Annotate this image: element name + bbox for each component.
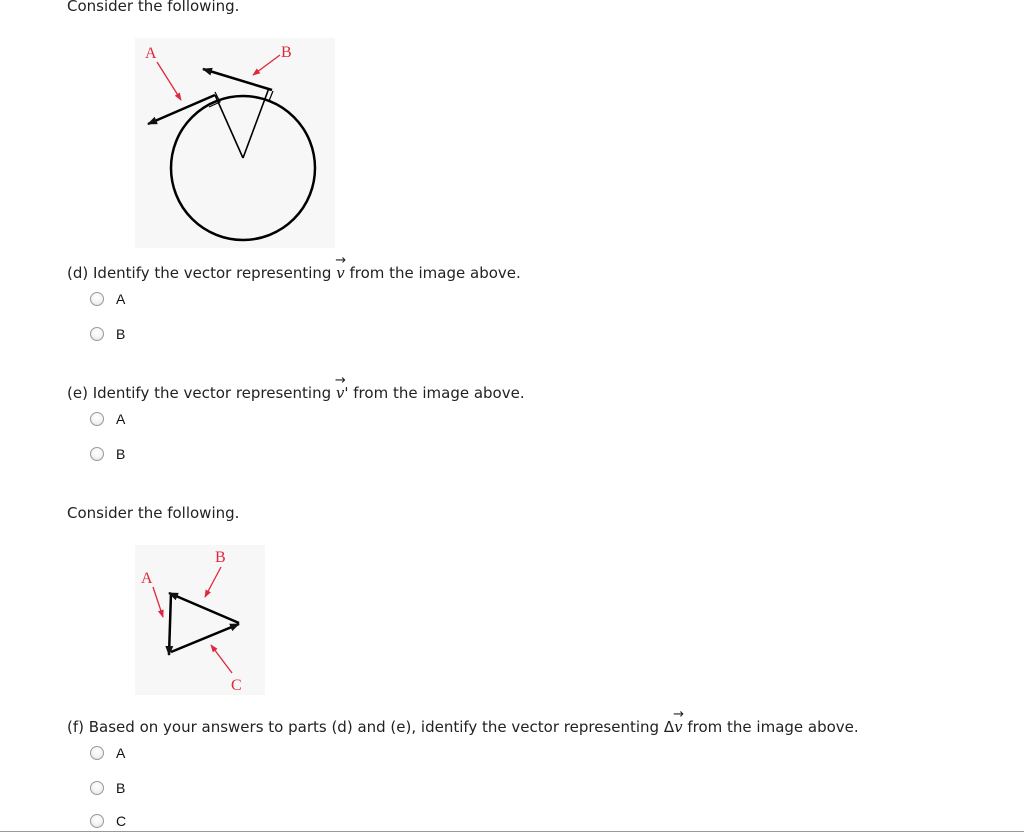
question-e-suffix: from the image above. (353, 384, 525, 402)
page-bottom-divider (0, 831, 1024, 832)
delta-symbol: Δ (663, 718, 675, 736)
radio-d-a[interactable] (90, 292, 104, 306)
radio-f-a[interactable] (90, 746, 104, 760)
figure-background (135, 38, 335, 248)
question-f-suffix: from the image above. (687, 718, 859, 736)
radio-f-c[interactable] (90, 814, 104, 828)
radio-d-b[interactable] (90, 327, 104, 341)
question-e (67, 373, 525, 402)
radio-f-b[interactable] (90, 781, 104, 795)
option-label[interactable]: A (116, 745, 126, 761)
option-label[interactable]: C (116, 813, 127, 829)
option-d-a[interactable] (90, 290, 125, 308)
option-f-b[interactable] (90, 779, 125, 797)
circle-velocity-figure (135, 38, 335, 248)
vector-triangle-figure (135, 545, 265, 695)
vector-v-prime-symbol (334, 373, 346, 402)
option-e-b[interactable] (90, 445, 125, 463)
option-d-b[interactable] (90, 325, 125, 343)
question-f (67, 707, 859, 736)
vector-letter: v (335, 384, 345, 402)
label-b: B (281, 44, 292, 61)
section-title-2: Consider the following. (67, 504, 240, 522)
figure-background (135, 545, 265, 695)
question-d-prefix: (d) Identify the vector representing (67, 264, 332, 282)
option-f-a[interactable] (90, 744, 125, 762)
option-f-c[interactable] (90, 812, 126, 830)
option-label[interactable]: B (116, 446, 126, 462)
label-b: B (215, 549, 226, 566)
vector-letter: v (674, 718, 683, 736)
vector-arrow: → (334, 373, 346, 388)
label-a: A (145, 45, 157, 62)
question-f-prefix: (f) Based on your answers to parts (d) and (e), identify the vector representing (67, 718, 660, 736)
option-label[interactable]: A (116, 411, 126, 427)
radio-e-a[interactable] (90, 412, 104, 426)
question-d-suffix: from the image above. (349, 264, 521, 282)
option-label[interactable]: A (116, 291, 126, 307)
option-label[interactable]: B (116, 780, 126, 796)
question-e-prefix: (e) Identify the vector representing (67, 384, 332, 402)
question-d (67, 253, 521, 282)
option-label[interactable]: B (116, 326, 126, 342)
section-title: Consider the following. (67, 0, 240, 15)
vector-arrow: → (335, 253, 347, 268)
option-e-a[interactable] (90, 410, 125, 428)
radio-e-b[interactable] (90, 447, 104, 461)
vector-v-symbol (673, 707, 684, 736)
vector-arrow: → (673, 707, 684, 722)
prime-mark: ' (344, 384, 349, 402)
vector-v-symbol (335, 253, 347, 282)
label-c: C (231, 677, 242, 694)
label-a: A (141, 570, 153, 587)
vector-letter: v (336, 264, 345, 282)
